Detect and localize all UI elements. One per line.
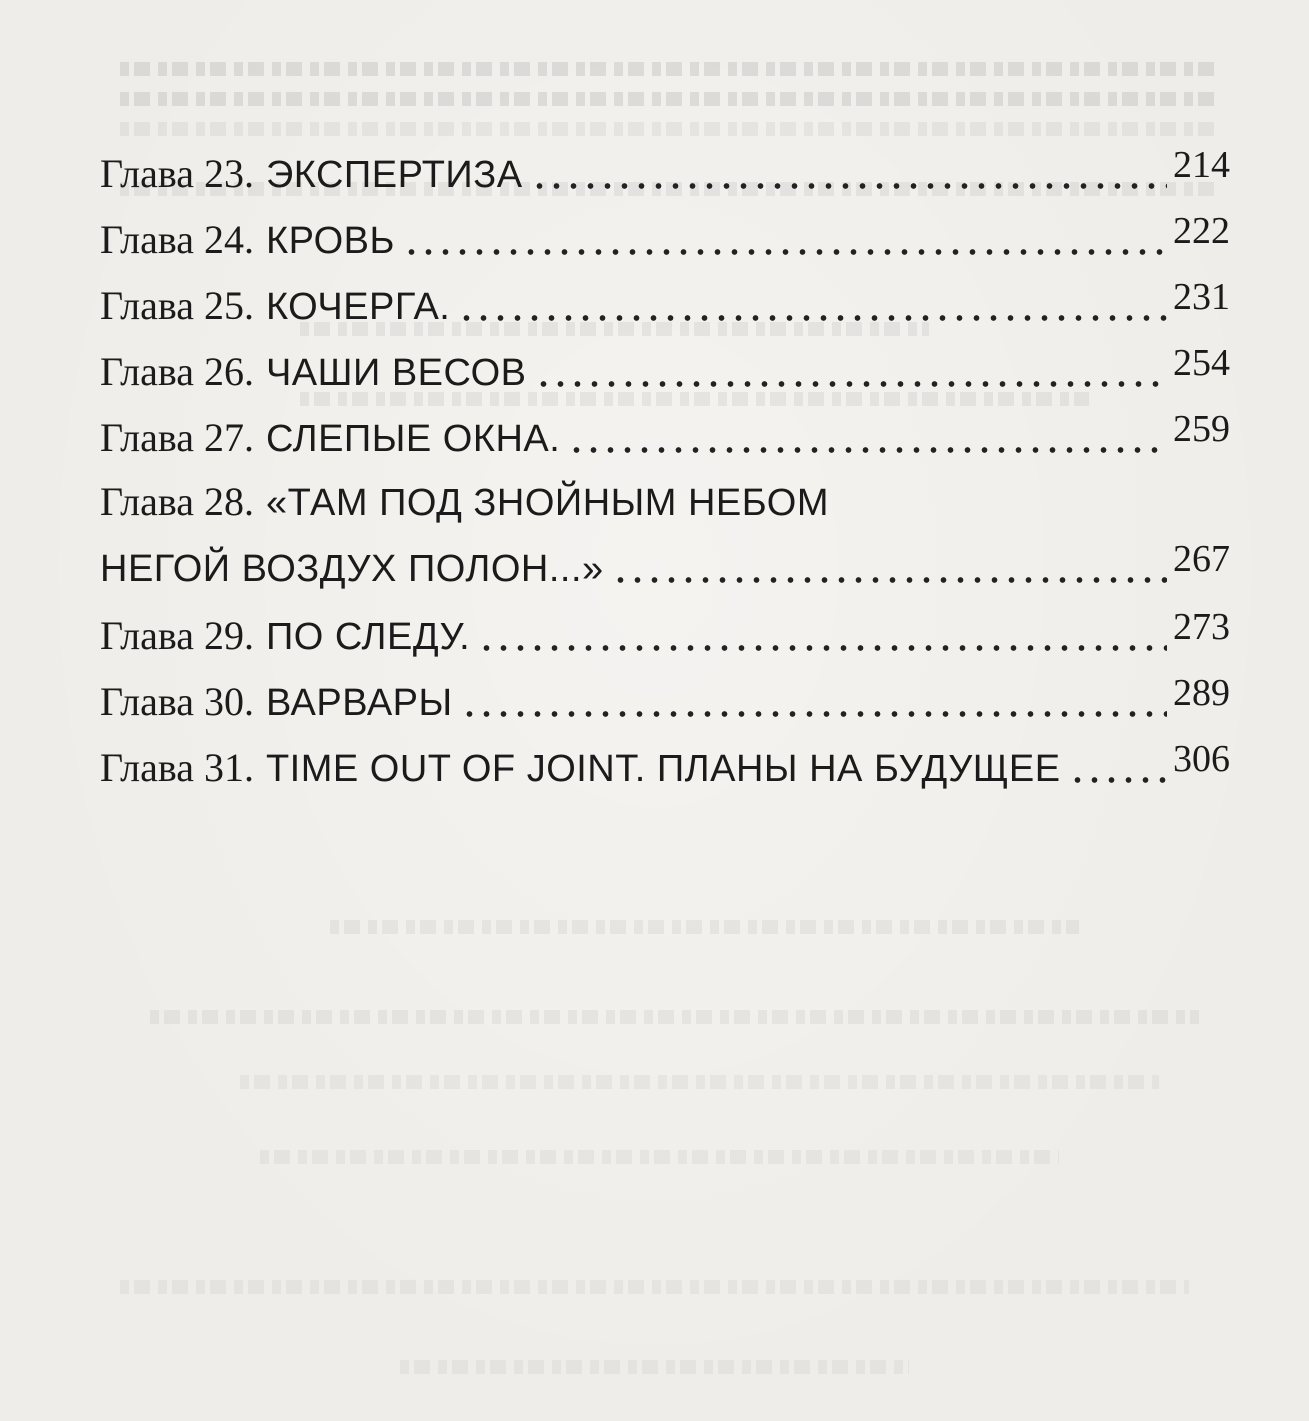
page-number: 289 [1173,672,1230,714]
dot-leader [458,314,1167,322]
bleed-through-line [120,62,1219,76]
chapter-number: Глава 29. [100,613,254,658]
bleed-through-line [260,1150,1059,1164]
bleed-through-line [120,1280,1189,1294]
page-number: 259 [1173,408,1230,450]
page-number: 273 [1173,606,1230,648]
bleed-through-line [330,920,1079,934]
page-number: 254 [1173,342,1230,384]
page-number: 231 [1173,276,1230,318]
page-number: 306 [1173,738,1230,780]
bleed-through-line [400,1360,909,1374]
toc-entry-chapter-26[interactable] [100,326,1230,392]
dot-leader [478,644,1167,652]
dot-leader [535,380,1167,388]
bleed-through-line [120,92,1219,106]
page-number: 267 [1173,538,1230,580]
bleed-through-line [150,1010,1199,1024]
toc-entry-chapter-27[interactable] [100,392,1230,458]
bleed-through-line [240,1075,1159,1089]
chapter-title: ЭКСПЕРТИЗА [265,154,523,196]
chapter-number: Глава 25. [100,283,254,328]
chapter-title-continuation: НЕГОЙ ВОЗДУХ ПОЛОН...» [100,548,604,590]
chapter-number: Глава 28. [100,479,254,524]
page-number: 222 [1173,210,1230,252]
chapter-title: ВАРВАРЫ [265,682,453,724]
dot-leader [531,182,1167,190]
dot-leader [1069,776,1167,784]
toc-entry-chapter-31[interactable] [100,722,1230,788]
table-of-contents [100,128,1230,788]
toc-entry-chapter-25[interactable] [100,260,1230,326]
toc-entry-chapter-30[interactable] [100,656,1230,722]
dot-leader [461,710,1167,718]
toc-entry-chapter-28[interactable] [100,458,1230,590]
chapter-title-line-two [100,528,1230,588]
chapter-number: Глава 30. [100,679,254,724]
chapter-title: СЛЕПЫЕ ОКНА. [265,418,561,460]
dot-leader [403,248,1167,256]
chapter-number: Глава 24. [100,217,254,262]
page-number: 214 [1173,144,1230,186]
chapter-title: ПО СЛЕДУ. [265,616,471,658]
toc-entry-chapter-29[interactable] [100,590,1230,656]
chapter-title: «ТАМ ПОД ЗНОЙНЫМ НЕБОМ [265,482,829,524]
chapter-title: ЧАШИ ВЕСОВ [265,352,527,394]
toc-entry-chapter-24[interactable] [100,194,1230,260]
chapter-title: КРОВЬ [265,220,395,262]
dot-leader [612,576,1167,584]
chapter-title-line-one [100,458,1230,522]
chapter-number: Глава 27. [100,415,254,460]
chapter-title: КОЧЕРГА. [265,286,451,328]
toc-entry-chapter-23[interactable] [100,128,1230,194]
chapter-number: Глава 31. [100,745,254,790]
chapter-number: Глава 23. [100,151,254,196]
chapter-title: TIME OUT OF JOINT. ПЛАНЫ НА БУДУЩЕЕ [265,748,1061,790]
chapter-number: Глава 26. [100,349,254,394]
dot-leader [568,446,1167,454]
